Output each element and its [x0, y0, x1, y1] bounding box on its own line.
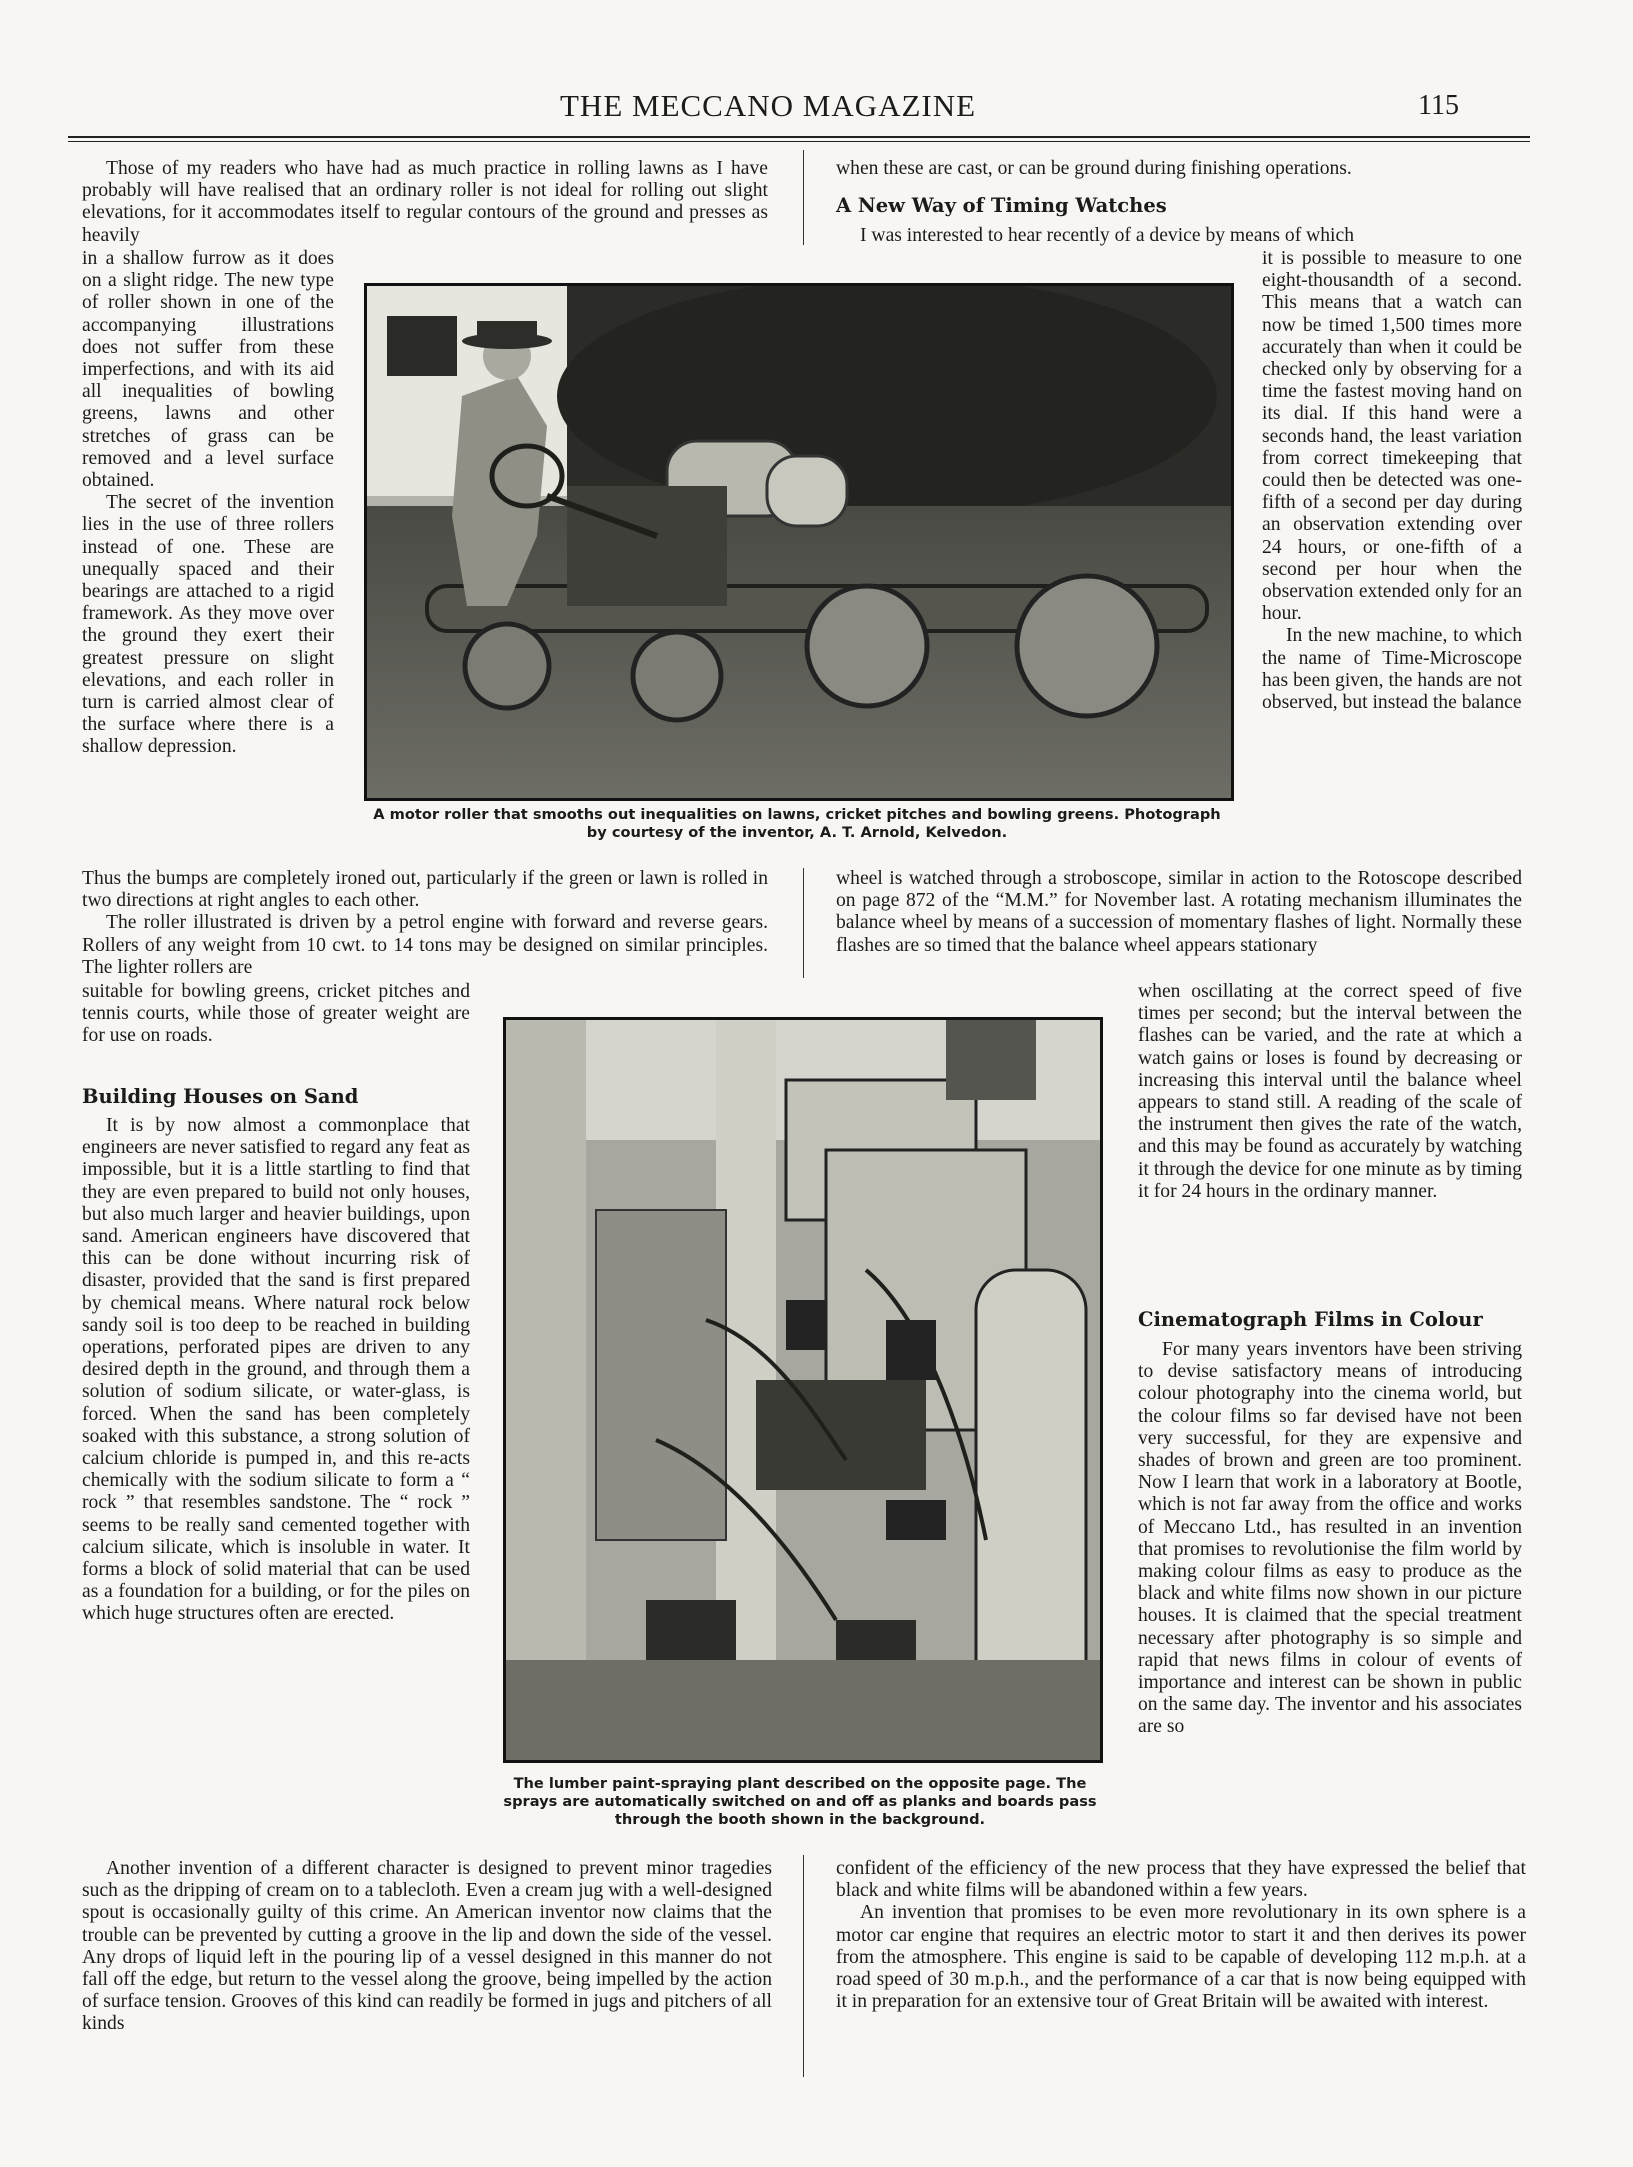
- roller-article-continued: Thus the bumps are completely ironed out, particularly if the green or lawn is rolled in two directions at right angles to each other. The roller illustrated is driven by a petrol engine with forward and reverse gears. Rollers of any weight from 10 cwt. to 14 tons may be designed on similar principles. The lighter rollers are: [82, 868, 768, 978]
- spray-photo-caption: The lumber paint-spraying plant described on the opposite page. The sprays are automatically switched on and off as planks and boards pass through the booth shown in the background.: [503, 1775, 1097, 1828]
- right-column-top: when these are cast, or can be ground during finishing operations.: [836, 158, 1352, 179]
- paint-spraying-plant-photo: [503, 1017, 1103, 1763]
- heading-cinematograph-films-in-colour: Cinematograph Films in Colour: [1138, 1308, 1483, 1331]
- heading-building-houses-on-sand: Building Houses on Sand: [82, 1085, 359, 1108]
- watches-intro: I was interested to hear recently of a device by means of which: [860, 225, 1354, 246]
- films-article-continued: confident of the efficiency of the new process that they have expressed the belief that black and white films will be abandoned within a few years. An invention that promises to be even more revolutionary in its own sphere is a motor car engine that requires an electric motor to start it and then derives its power from the atmosphere. This engine is said to be capable of developing 112 m.p.h. at a road speed of 30 m.p.h., and the performance of a car that is now being equipped with it in preparation for an extensive tour of Great Britain will be awaited with interest.: [836, 1858, 1526, 2013]
- motor-roller-photo: [364, 283, 1234, 801]
- heading-new-way-of-timing-watches: A New Way of Timing Watches: [836, 194, 1167, 217]
- header-rule: [68, 136, 1530, 138]
- roller-article-wrap: in a shallow furrow as it does on a slight ridge. The new type of roller shown in one of the accompanying illustrations does not suffer from these imperfections, and with its aid all inequalities of bowling greens, lawns and other stretches of grass can be removed and a level surface obtained. The secret of the invention lies in the use of three rollers instead of one. These are unequally spaced and their bearings are attached to a rigid framework. As they move over the ground they exert their greatest pressure on slight elevations, and each roller in turn is carried almost clear of the surface where there is a shallow depression.: [82, 248, 334, 758]
- page-number: 115: [1418, 90, 1459, 121]
- magazine-title: THE MECCANO MAGAZINE: [560, 88, 977, 123]
- roller-article-end: suitable for bowling greens, cricket pitches and tennis courts, while those of greater weight are for use on roads.: [82, 981, 470, 1047]
- column-divider: [803, 1855, 804, 2077]
- column-divider: [803, 868, 804, 978]
- column-divider: [803, 150, 804, 245]
- watches-article-end: when oscillating at the correct speed of five times per second; but the interval between the flashes can be varied, and the rate at which a watch gains or loses is found by decreasing or increasing this interval until the balance wheel appears to stand still. A reading of the scale of the instrument then gives the rate of the watch, and this may be found as accurately by watching it through the device for one minute as by timing it for 24 hours in the ordinary manner.: [1138, 981, 1522, 1202]
- cream-jug-article: Another invention of a different character is designed to prevent minor tragedies such as the dripping of cream on to a tablecloth. Even a cream jug with a well-designed spout is occasionally guilty of this crime. An American inventor now claims that the trouble can be prevented by cutting a groove in the lip and down the side of the vessel. Any drops of liquid left in the pouring lip of a vessel designed in this manner do not fall off the edge, but return to the vessel along the groove, being impelled by the action of surface tension. Grooves of this kind can readily be formed in jugs and pitchers of all kinds: [82, 1858, 772, 2035]
- watches-article-continued: wheel is watched through a stroboscope, similar in action to the Rotoscope described on page 872 of the “M.M.” for November last. A rotating mechanism illuminates the balance wheel by means of a succession of momentary flashes of light. Normally these flashes are so timed that the balance wheel appears stationary: [836, 868, 1522, 956]
- intro-paragraph: Those of my readers who have had as much practice in rolling lawns as I have probably will have realised that an ordinary roller is not ideal for rolling out slight elevations, for it accommodates itself to regular contours of the ground and presses as heavily: [82, 158, 768, 246]
- building-article-text: It is by now almost a commonplace that engineers are never satisfied to regard any feat as impossible, but it is a little startling to find that they are even prepared to build not only houses, but also much larger and heavier buildings, upon sand. American engineers have discovered that this can be done without incurring risk of disaster, provided that the sand is first prepared by chemical means. Where natural rock below sandy soil is too deep to be reached in building operations, perforated pipes are driven to any desired depth in the ground, and through them a solution of sodium silicate, or water-glass, is forced. When the sand has been completely soaked with this substance, a strong solution of calcium chloride is pumped in, and this re-acts chemically with the sodium silicate to form a “ rock ” that resembles sandstone. The “ rock ” seems to be really sand cemented together with calcium silicate, which is insoluble in water. It forms a block of solid material that can be used as a foundation for a building, or for the piles on which huge structures often are erected.: [82, 1115, 470, 1625]
- roller-photo-caption: A motor roller that smooths out inequalities on lawns, cricket pitches and bowling greens. Photograph by courtesy of the inventor, A. T. Arnold, Kelvedon.: [373, 806, 1221, 841]
- watches-article-wrap: it is possible to measure to one eight-thousandth of a second. This means that a watch can now be timed 1,500 times more accurately than when it could be checked only by observing for a time the fastest moving hand on its dial. If this hand were a seconds hand, the least variation from correct timekeeping that could then be detected was one-fifth of a second per day during an observation extending over 24 hours, or one-fifth of a second per hour when the observation extended only for an hour. In the new machine, to which the name of Time-Microscope has been given, the hands are not observed, but instead the balance: [1262, 248, 1522, 714]
- header-rule-thin: [68, 141, 1530, 142]
- films-article-text: For many years inventors have been striving to devise satisfactory means of introducing colour photography into the cinema world, but the colour films so far devised have not been very successful, for they are expensive and shades of brown and green are too prominent. Now I learn that work in a laboratory at Bootle, which is not far away from the office and works of Meccano Ltd., has resulted in an invention that promises to revolutionise the film world by making colour films as easy to produce as the black and white films now shown in our picture houses. It is claimed that the special treatment necessary after photography is so simple and rapid that news films in colour of events of importance and interest can be shown in public on the same day. The inventor and his associates are so: [1138, 1339, 1522, 1738]
